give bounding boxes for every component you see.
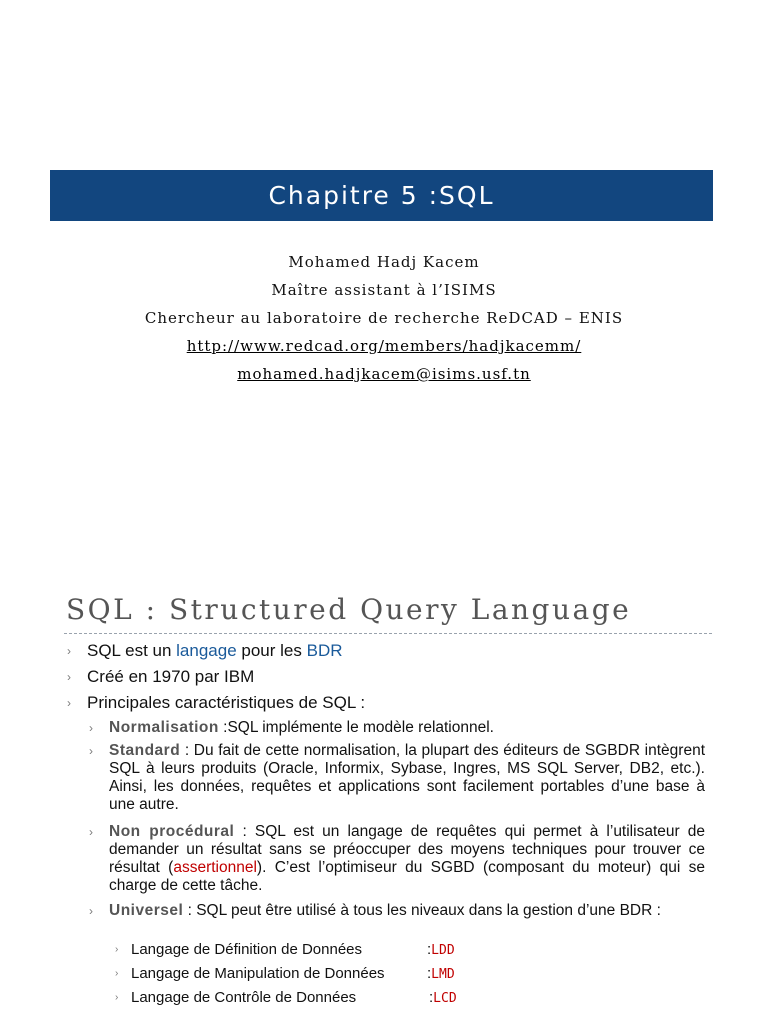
bullet-arrow-icon: › [67,644,71,658]
bullet-arrow-icon: › [89,721,93,735]
bullet-arrow-icon: › [115,944,119,955]
author-email-link[interactable]: mohamed.hadjkacem@isims.usf.tn [237,365,531,383]
author-position: Maître assistant à l’ISIMS [271,281,497,299]
sub-universel: › Universel : SQL peut être utilisé à tous les niveaux dans la gestion d’une BDR : [89,902,661,919]
sub-non-procedural: › Non procédural : SQL est un langage de requêtes qui permet à l’utilisateur de demander un résultat sans se préoccuper des moyens techniques pour trouver ce résultat (assertionnel). C’est l’optimiseur du SGBD (composant du moteur) qui se charge de cette tâche. [89,823,705,894]
author-url-link[interactable]: http://www.redcad.org/members/hadjkacemm/ [186,337,582,355]
bullet-arrow-icon: › [89,904,93,918]
chapter-title: Chapitre 5 :SQL [50,170,713,221]
bullet-arrow-icon: › [115,992,119,1003]
bullet-arrow-icon: › [67,670,71,684]
sub-standard: › Standard : Du fait de cette normalisation, la plupart des éditeurs de SGBDR intègrent SQL à leurs produits (Oracle, Informix, Sybase, Ingres, MS SQL Server, DB2, etc.). Ainsi, les données, requêtes et applications sont facilement portables d’une base à une autre. [89,742,705,813]
abbr-lcd: LCD [433,991,457,1006]
author-name: Mohamed Hadj Kacem [288,253,480,271]
sub-normalisation: › Normalisation :SQL implémente le modèle relationnel. [89,719,494,736]
sub-ldd: › Langage de Définition de Données :LDD [131,939,362,961]
bullet-created: › Créé en 1970 par IBM [87,665,254,689]
bullet-arrow-icon: › [115,968,119,979]
abbr-lmd: LMD [431,967,455,982]
bullet-arrow-icon: › [67,696,71,710]
bullet-arrow-icon: › [89,744,93,758]
bullet-arrow-icon: › [89,825,93,839]
title-divider [64,633,712,634]
slide-title: SQL : Structured Query Language [66,593,632,626]
bullet-characteristics: › Principales caractéristiques de SQL : [87,691,365,715]
sub-lcd: › Langage de Contrôle de Données :LCD [131,987,356,1009]
author-lab: Chercheur au laboratoire de recherche ReDCAD – ENIS [144,309,624,327]
abbr-ldd: LDD [431,943,455,958]
sql-slide [0,585,768,1024]
sub-lmd: › Langage de Manipulation de Données :LMD [131,963,385,985]
author-block [0,248,768,388]
bullet-sql-langage: › SQL est un langage pour les BDR [87,639,343,663]
